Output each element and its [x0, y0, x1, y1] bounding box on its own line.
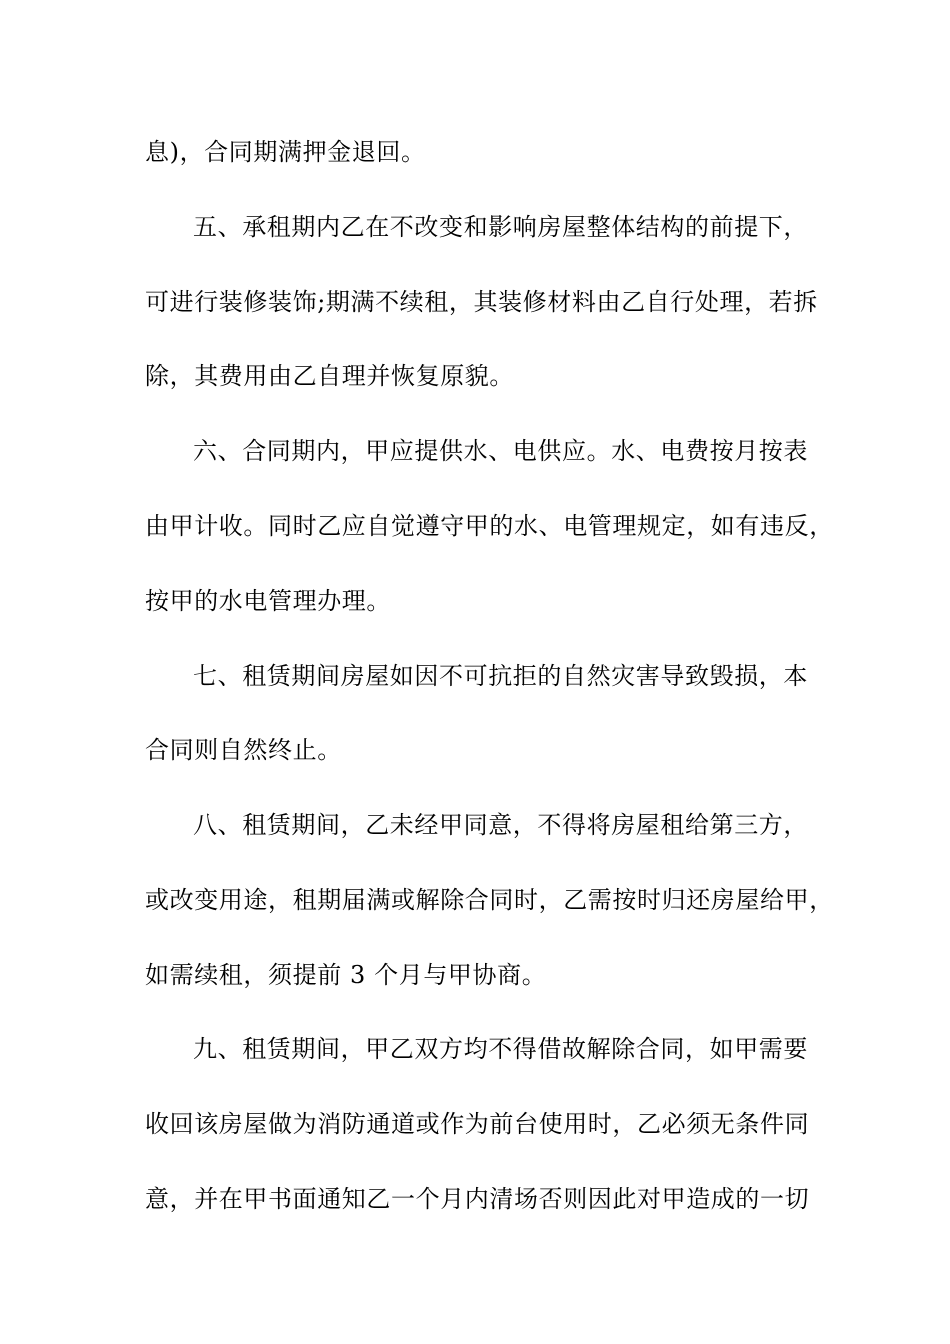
text-line: 按甲的水电管理办理。	[145, 587, 391, 615]
text-line: 意，并在甲书面通知乙一个月内清场否则因此对甲造成的一切	[145, 1185, 810, 1213]
text-line: 收回该房屋做为消防通道或作为前台使用时，乙必须无条件同	[145, 1110, 810, 1138]
clause-5-start: 五、承租期内乙在不改变和影响房屋整体结构的前提下，	[193, 213, 808, 241]
clause-6-start: 六、合同期内，甲应提供水、电供应。水、电费按月按表	[193, 437, 808, 465]
clause-9-start: 九、租赁期间，甲乙双方均不得借故解除合同，如甲需要	[193, 1035, 808, 1063]
text-line: 如需续租，须提前 3 个月与甲协商。	[145, 961, 547, 989]
text-line: 或改变用途，租期届满或解除合同时，乙需按时归还房屋给甲，	[145, 886, 834, 914]
clause-8-start: 八、租赁期间，乙未经甲同意，不得将房屋租给第三方，	[193, 811, 808, 839]
text-line: 合同则自然终止。	[145, 736, 342, 764]
clause-7-start: 七、租赁期间房屋如因不可抗拒的自然灾害导致毁损，本	[193, 662, 808, 690]
text-line: 除，其费用由乙自理并恢复原貌。	[145, 362, 514, 390]
text-line: 由甲计收。同时乙应自觉遵守甲的水、电管理规定，如有违反，	[145, 512, 834, 540]
text-line: 可进行装修装饰;期满不续租，其装修材料由乙自行处理，若拆	[145, 288, 818, 316]
text-line: 息)，合同期满押金退回。	[145, 138, 426, 166]
